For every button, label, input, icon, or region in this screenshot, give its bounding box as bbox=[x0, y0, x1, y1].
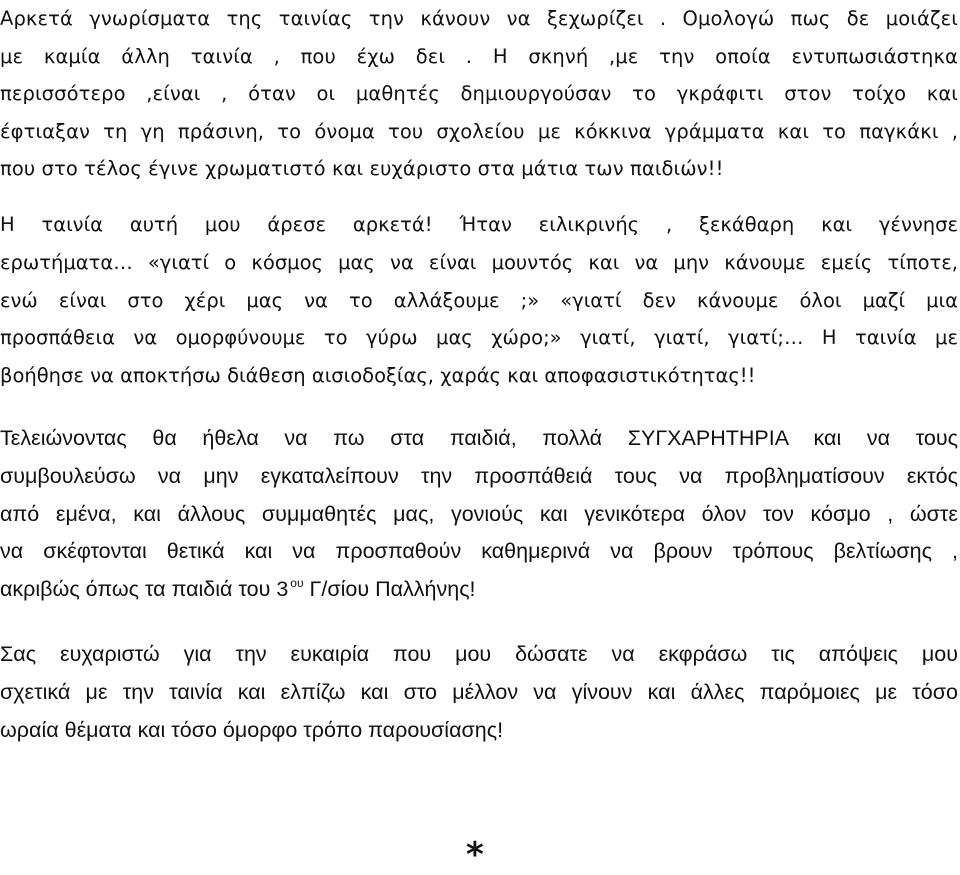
text-line: που στο τέλος έγινε χρωματιστό και ευχάριστο στα μάτια των παιδιών!! bbox=[0, 157, 724, 180]
text-line: Σας ευχαριστώ για την ευκαιρία που μου δώσατε να εκφράσω τις απόψεις μου bbox=[0, 642, 958, 666]
text-line: προσπάθεια να ομορφύνουμε το γύρω μας χώρο;» γιατί, γιατί, γιατί;… Η ταινία με bbox=[0, 326, 958, 350]
text-line: έφτιαξαν τη γη πράσινη, το όνομα του σχολείου με κόκκινα γράμματα και το παγκάκι , bbox=[0, 119, 958, 143]
paragraph-film-opinion bbox=[0, 206, 958, 395]
text-line: ερωτήματα… «γιατί ο κόσμος μας να είναι μουντός και να μην κάνουμε εμείς τίποτε, bbox=[0, 250, 958, 274]
text-line: ωραία θέματα και τόσο όμορφο τρόπο παρουσίασης! bbox=[0, 717, 504, 742]
text-line: Η ταινία αυτή μου άρεσε αρκετά! Ήταν ειλικρινής , ξεκάθαρη και γέννησε bbox=[0, 213, 958, 236]
text-line: να σκέφτονται θετικά και να προσπαθούν καθημερινά να βρουν τρόπους βελτίωσης , bbox=[0, 539, 958, 564]
paragraph-congratulations bbox=[0, 420, 958, 609]
text-line: βοήθησε να αποκτήσω διάθεση αισιοδοξίας, χαράς και αποφασιστικότητας!! bbox=[0, 364, 756, 388]
paragraph-thanks bbox=[0, 636, 958, 749]
text-line: συμβουλεύσω να μην εγκαταλείπουν την προσπάθειά τους να προβληματίσουν εκτός bbox=[0, 463, 958, 488]
text-segment: ακριβώς όπως τα παιδιά του 3 bbox=[0, 577, 289, 602]
asterisk-separator: * bbox=[466, 835, 484, 875]
ordinal-superscript: ου bbox=[290, 576, 304, 591]
text-line: Τελειώνοντας θα ήθελα να πω στα παιδιά, πολλά ΣΥΓΧΑΡΗΤΗΡΙΑ και να τους bbox=[0, 426, 958, 450]
text-line bbox=[0, 571, 958, 609]
paragraph-film-features bbox=[0, 0, 958, 188]
text-line: Αρκετά γνωρίσματα της ταινίας την κάνουν να ξεχωρίζει . Ομολογώ πως δε μοιάζει bbox=[0, 7, 958, 30]
text-line: με καμία άλλη ταινία , που έχω δει . Η σκηνή ,με την οποία εντυπωσιάστηκα bbox=[0, 44, 958, 68]
text-line: ενώ είναι στο χέρι μας να το αλλάξουμε ;» «γιατί δεν κάνουμε όλοι μαζί μια bbox=[0, 288, 958, 312]
text-segment: Γ/σίου Παλλήνης! bbox=[303, 577, 476, 602]
text-line: περισσότερο ,είναι , όταν οι μαθητές δημιουργούσαν το γκράφιτι στον τοίχο και bbox=[0, 82, 958, 105]
text-line: από εμένα, και άλλους συμμαθητές μας, γονιούς και γενικότερα όλον τον κόσμο , ώστε bbox=[0, 501, 958, 526]
text-line: σχετικά με την ταινία και ελπίζω και στο μέλλον να γίνουν και άλλες παρόμοιες με τόσο bbox=[0, 679, 958, 704]
